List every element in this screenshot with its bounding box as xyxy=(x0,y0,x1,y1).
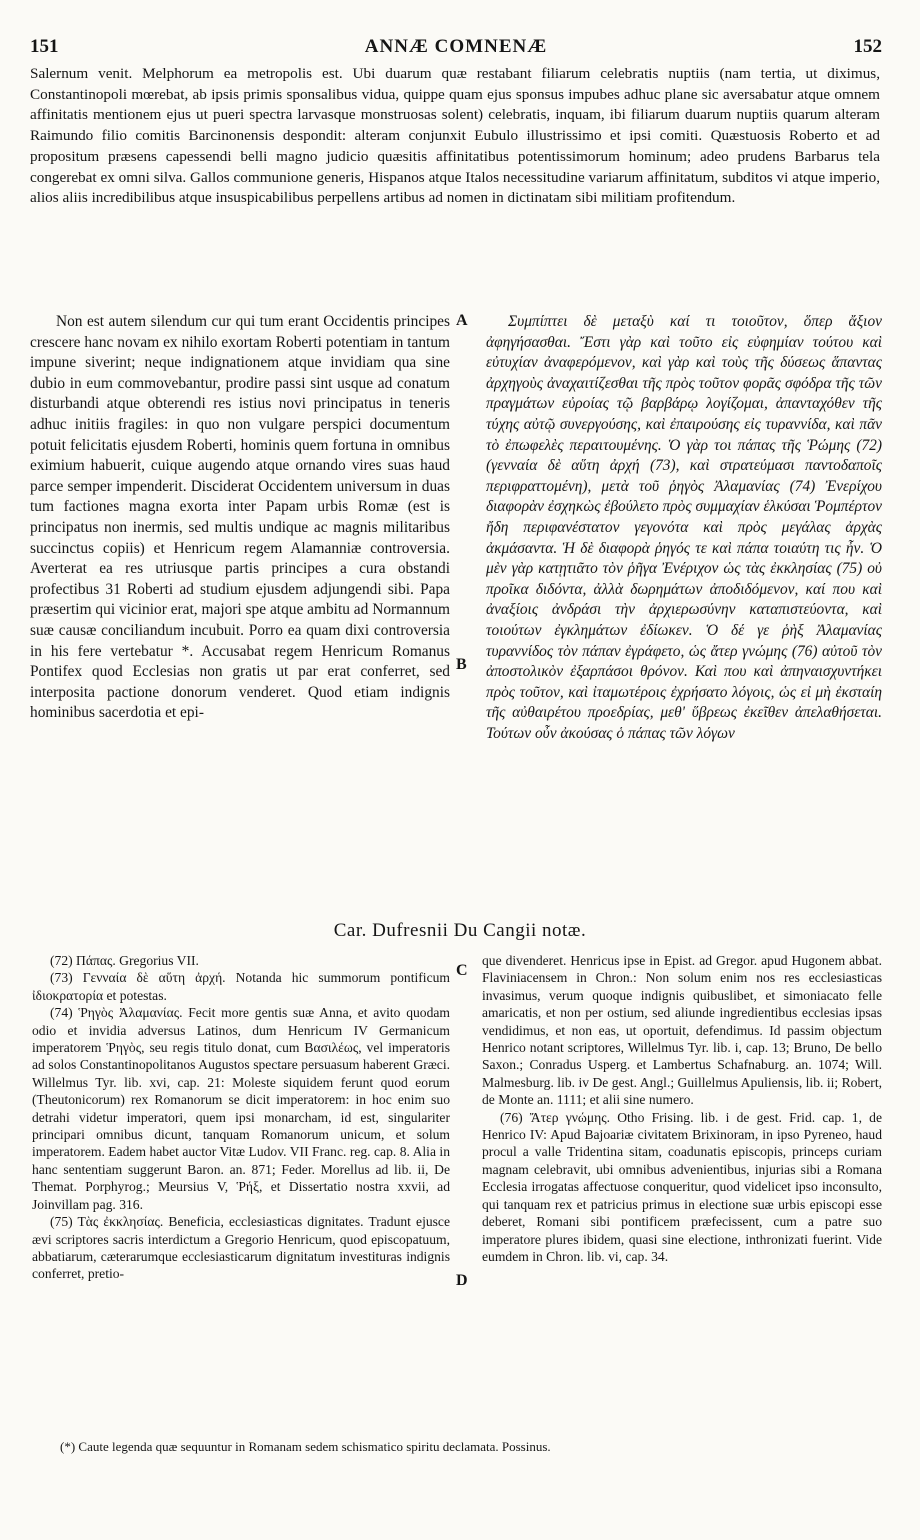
notes-title: Car. Dufresnii Du Cangii notæ. xyxy=(333,920,587,941)
page-header xyxy=(30,36,882,64)
note-75-continued: que divenderet. Henricus ipse in Epist. ad Gregor. apud Hugonem abbat. Flaviniacensem in Chron.: Non solum enim nos res ecclesiasticas invasimus, verum quoque indignis quibuslibet, et simoniacato felle amaricatis, et non per ostium, sed aliunde ingredientibus ecclesias ipsas vendidimus, et non eas, ut oportuit, defendimus. Id passim objectum Henrico notant scriptores, Willelmus Tyr. lib. i, cap. 13; Bruno, De bello Saxon.; Conradus Usperg. et Lambertus Schafnaburg. an. 1074; Will. Malmesburg. lib. iv De gest. Angl.; Guillelmus Apuliensis, lib. ii; Robert, de Monte an. 1111; et alii sine numero. xyxy=(482,953,882,1108)
section-marker-c: C xyxy=(456,962,468,979)
intro-latin-paragraph xyxy=(30,64,880,209)
note-73: (73) Γενναία δὲ αὕτη ἀρχή. Notanda hic summorum pontificum ἰδιοκρατορία et potestas. xyxy=(32,970,450,1003)
page-number-left: 151 xyxy=(30,36,59,57)
section-marker-b: B xyxy=(456,656,467,673)
greek-column xyxy=(486,312,882,744)
greek-column-text: Συμπίπτει δὲ μεταξὺ καί τι τοιοῦτον, ὅπερ ἄξιον ἀφηγήσασθαι. Ἔστι γὰρ καὶ τοῦτο εἰς εὐφημίαν τούτου καὶ εὐτυχίαν ἀναφερόμενον, καὶ γὰρ καὶ τοὺς τῆς δύσεως ἅπαντας ἀρχηγοὺς ἀναχαιτίζεσθαι τῆς πρὸς τοῦτον φορᾶς σφόδρα τῆς τῶν πραγμάτων εὐροίας τῷ βαρβάρῳ λογίζομαι, ἀπανταχόθεν τῆς τύχης αὐτῷ συνεργούσης, καὶ ἐπαιρούσης εἰς τυραννίδα, καὶ πᾶν τὸ ἐπωφελὲς περαιτουμένης. Ὁ γὰρ τοι πάπας τῆς Ῥώμης (72) (γενναία δὲ αὕτη ἀρχή (73), καὶ στρατεύμασι παντοδαποῖς περιφραττομένη), μετὰ τοῦ ῥηγὸς Ἀλαμανίας (74) Ἐνερίχου διαφορὰν ἐσχηκὼς ἐβούλετο πρὸς συμμαχίαν ἑλκύσαι Ῥομπέρτον ἤδη περιφανέστατον γεγονότα καὶ πρὸς μεγάλας ἀρχὰς ἀκμάσαντα. Ἡ δὲ διαφορὰ ῥηγός τε καὶ πάπα τοιαύτη τις ἦν. Ὁ μὲν γὰρ κατῃτιᾶτο τὸν ῥῆγα Ἐνέριχον ὡς τὰς ἐκκλησίας (75) οὐ προῖκα διδόντα, ἀλλὰ δωρημάτων ἀποδιδόμενον, καί που καὶ ἀναξίοις ἀνδράσι τὴν ἀρχιερωσύνην καταπιστεύοντα, καὶ τοιούτων ἐγκλημάτων ἐδίωκεν. Ὁ δέ γε ῥὴξ Ἀλαμανίας τυραννίδος τὸν πάπαν ἐγράφετο, ὡς ἄτερ γνώμης (76) αὐτοῦ τὸν ἀποστολικὸν ἐξαρπάσοι θρόνον. Καὶ που καὶ ἀπηναισχυντήκει πρὸς τοῦτον, καὶ ἰταμωτέροις ἐχρήσατο λόγοις, ὡς εἰ μὴ ἐκσταίη τῆς αὐθαιρέτου προεδρίας, μεθ' ὕβρεως ἐκεῖθεν ἀπελαθήσεται. Τούτων οὖν ἀκούσας ὁ πάπας τῶν λόγων xyxy=(486,313,882,742)
note-72: (72) Πάπας. Gregorius VII. xyxy=(50,953,199,968)
running-title: ANNÆ COMNENÆ xyxy=(364,36,548,57)
notes-right-column xyxy=(482,952,882,1265)
intro-text: Salernum venit. Melphorum ea metropolis est. Ubi duarum quæ restabant filiarum celebratis nuptiis (nam tertia, ut diximus, Constantinopoli mœrebat, ab ipsis primis sponsalibus vidua, quippe quam ejus sponsus impubes adhuc plane sic aversabatur atque omnem affinitatis mentionem ejus ut pueri spectra larvasque monstruosas solent) celebratis, inquam, ibi filiarum duarum nuptiis quarum alteram Raimundo filio comitis Barcinonensis despondit: alteram conjunxit Eubulo illustrissimo et ipsi comiti. Quæstuosis Roberto et ad propositum præsens capessendi belli magno judicio quæsitis affinitatibus potentissimorum hominum; adeo prudens Barbarus tela congerebat ex omni silva. Gallos communione generis, Hispanos atque Italos necessitudine variarum affinitatum, subditos vi atque imperio, alios aliis incredibilibus atque insuspicabilibus perpellens artibus ad nomen in dictinatam sibi militiam profitendum. xyxy=(30,65,880,207)
notes-left-column xyxy=(32,952,450,1283)
footnote: (*) Caute legenda quæ sequuntur in Romanam sedem schismatico spiritu declamata. Possinus. xyxy=(60,1439,551,1454)
page-number-right: 152 xyxy=(853,36,882,57)
section-marker-a: A xyxy=(456,312,468,329)
latin-column-text: Non est autem silendum cur qui tum erant Occidentis principes crescere hanc novam ex nihilo exortam Roberti potentiam in tantum impune siverint; neque indignationem atque invidiam qua sine dubio in eum commovebantur, prodire passi sint usque ad conatum disturbandi atque obterendi res istius novi principatus in teneris adhuc initiis fragiles: in quo non vulgare perspici documentum potuit felicitatis ejusdem Roberti, hominis quem fortuna in omnibus eximium habuerit, cuique augendo atque ornando vires suas haud parce semper impenderit. Disciderat Occidentem universum in duas tum factiones magna exorta inter Papam urbis Romæ (est is principatus non inermis, sed multis undique ac magnis militaribus succinctus copiis) et Henricum regem Alamanniæ controversia. Averterat ea res utriusque partis principes a cura obstandi profectibus 31 Roberti ad studium ejusdem adjungendi sibi. Papa præsertim qui vicinior erat, majori spe atque ambitu ad Normannum suæ causæ conciliandum incubuit. Porro ea quam dixi controversia in his fere vertebatur *. Accusabat regem Henricum Romanus Pontifex quod Ecclesias non gratis ut par erat conferret, sed interposita pactione donorum venderet. Quod etiam indignis hominibus sacerdotia et epi- xyxy=(30,313,450,722)
section-marker-d: D xyxy=(456,1272,468,1289)
note-76: (76) Ἄτερ γνώμης. Otho Frising. lib. i de gest. Frid. cap. 1, de Henrico IV: Apud Bajoariæ civitatem Brixinoram, in ipso Pyreneo, haud procul a valle Tridentina sitam, coadunatis episcopis, princeps curiam magnam celebravit, ubi omnibus advenientibus, injurias sibi a Romana Ecclesia irrogatas affectuose conqueritur, quod videlicet ipso inconsulto, qui tanquam rex et patricius primus in electione suæ urbis episcopi esse deberet, Romani sibi pontificem præfecissent, cum a patre suo imperatore plures ibidem, quasi sine electione, inthronizati fuerint. Vide eumdem in Chron. lib. vi, cap. 34. xyxy=(482,1109,882,1264)
latin-column xyxy=(30,312,450,724)
note-75: (75) Τὰς ἐκκλησίας. Beneficia, ecclesiasticas dignitates. Tradunt ejusce ævi scriptores sacris interdictum a Gregorio Henricum, quod episcopatuum, abbatiarum, cæterarumque ecclesiasticarum dignitatum investituras indignis conferret, pretio- xyxy=(32,1214,450,1282)
note-74: (74) Ῥηγὸς Ἀλαμανίας. Fecit more gentis suæ Anna, et avito quodam odio et invidia adversus Latinos, dum Henricum IV Germanicum imperatorem Ῥηγὸς, seu regis titulo donat, cum Βασιλέως, vel imperatoris ad solos Constantinopolitanos Augustos spectare persuasum haberent Græci. Willelmus Tyr. lib. xvi, cap. 21: Moleste siquidem ferunt quod eorum (Theutonicorum) rex Romanorum se dicit imperatorem: in hoc enim suo detrahi videtur imperatori, quem ipsi monarcham, id est, singulariter principari omnibus dicunt, tanquam Romanorum unicum, et solum imperatorem. Eadem habet auctor Vitæ Ludov. VII Franc. reg. cap. 8. Alia in hanc sententiam suggerunt Baron. an. 871; Feder. Morellus ad lib. ii, De Themat. Porphyrog.; Meursius V, Ῥήξ, et Dissertatio nostra xxvii, ad Joinvillam pag. 316. xyxy=(32,1005,450,1212)
